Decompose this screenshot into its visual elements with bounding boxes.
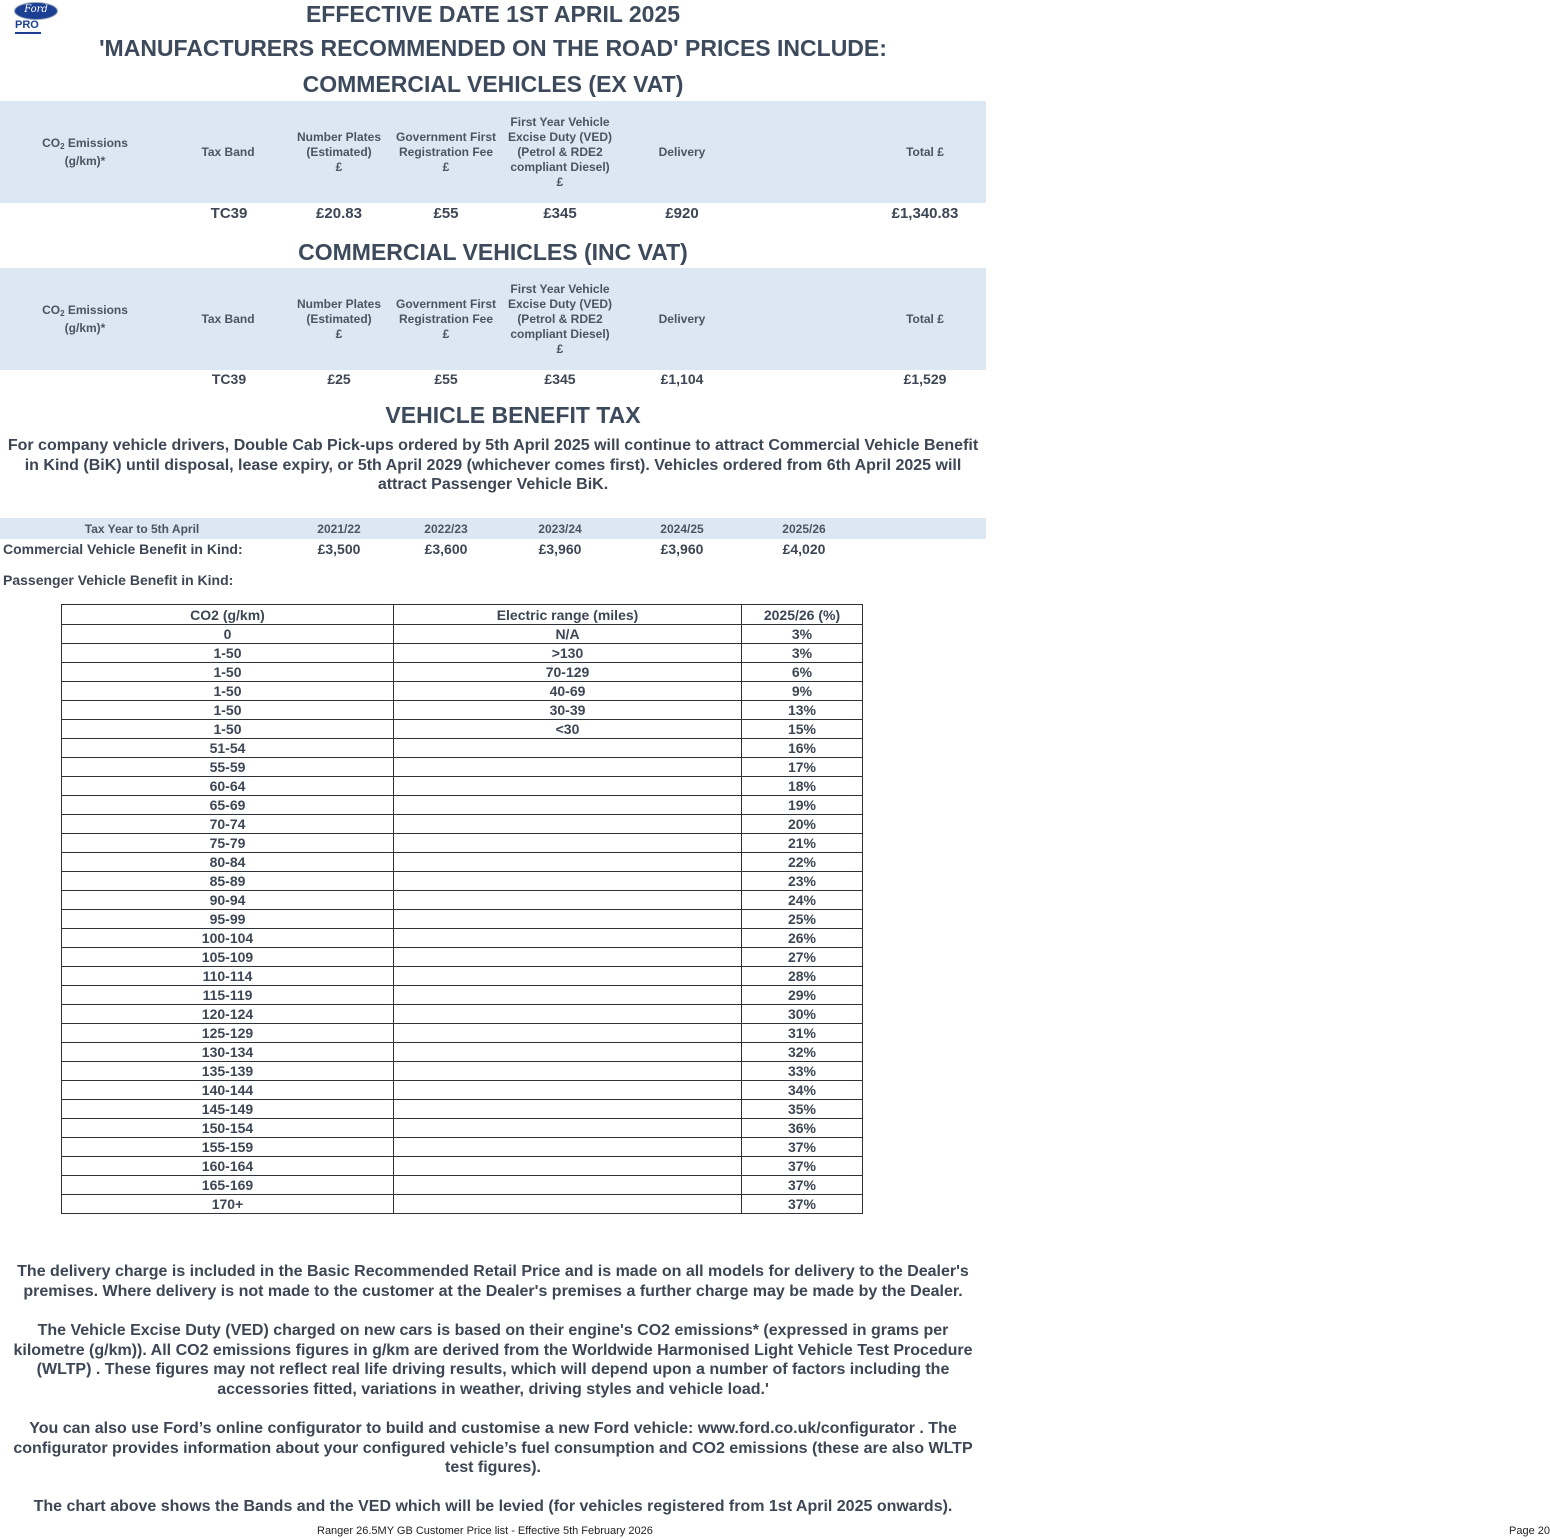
ex-vat-reg-fee: £55 [433,205,459,222]
co2-cell: 160-164 [62,1157,394,1176]
electric-range-cell [394,986,742,1005]
bik-paragraph: For company vehicle drivers, Double Cab Pick-ups ordered by 5th April 2025 will continue to attract Commercial Vehicle Benefit in Kind (BiK) until disposal, lease expiry, or 5th April 2029 (whichever comes first). Vehicles ordered from 6th April 2025 will attract Passenger Vehicle BiK. [7,437,979,493]
rate-cell: 37% [742,1176,863,1195]
tax-year-label: Tax Year to 5th April [84,522,200,536]
co2-cell: 120-124 [62,1005,394,1024]
electric-range-cell [394,1062,742,1081]
co2-cell: 65-69 [62,796,394,815]
rate-cell: 20% [742,815,863,834]
co2-cell: 60-64 [62,777,394,796]
effective-date-title: EFFECTIVE DATE 1ST APRIL 2025 [305,1,681,27]
rate-cell: 34% [742,1081,863,1100]
inc-vat-plates: £25 [327,371,351,387]
footer-document-title: Ranger 26.5MY GB Customer Price list - Effective 5th February 2026 [317,1525,653,1537]
table-row [62,1195,863,1214]
electric-range-cell [394,1157,742,1176]
registration-fee-header: Government First Registration Fee £ [395,297,497,341]
rate-cell: 9% [742,682,863,701]
co2-cell: 75-79 [62,834,394,853]
tax-year-col: 2021/22 [317,522,361,536]
rate-cell: 23% [742,872,863,891]
electric-range-cell: 70-129 [394,663,742,682]
co2-cell: 145-149 [62,1100,394,1119]
rate-cell: 36% [742,1119,863,1138]
rate-cell: 27% [742,948,863,967]
table-row [62,1176,863,1195]
ved-header: First Year Vehicle Excise Duty (VED) (Petrol & RDE2 compliant Diesel) £ [507,282,613,356]
number-plates-header: Number Plates (Estimated) £ [296,297,382,341]
electric-range-cell [394,929,742,948]
rate-cell: 37% [742,1195,863,1214]
ford-pro-logo-text: PRO [15,19,39,31]
electric-range-cell [394,948,742,967]
ex-vat-ved: £345 [543,205,577,222]
rate-cell: 37% [742,1138,863,1157]
table-row [62,853,863,872]
co2-cell: 115-119 [62,986,394,1005]
table-row [62,1043,863,1062]
cv-bik-value: £3,960 [538,541,582,557]
rate-cell: 13% [742,701,863,720]
co2-cell: 1-50 [62,663,394,682]
co2-cell: 0 [62,625,394,644]
table-row [62,625,863,644]
table-row [62,777,863,796]
electric-range-cell [394,1176,742,1195]
rate-cell: 32% [742,1043,863,1062]
electric-range-cell [394,1081,742,1100]
electric-range-cell [394,853,742,872]
tax-year-col: 2022/23 [424,522,468,536]
rate-cell: 21% [742,834,863,853]
co2-cell: 1-50 [62,701,394,720]
co2-cell: 85-89 [62,872,394,891]
table-row [62,701,863,720]
table-header-row [62,605,863,625]
electric-range-cell [394,1024,742,1043]
pv-bik-label: Passenger Vehicle Benefit in Kind: [3,572,234,588]
rate-cell: 24% [742,891,863,910]
ford-logo-text: Ford [24,4,48,15]
table-row [62,1100,863,1119]
bik-table-body [62,625,863,1214]
co2-cell: 100-104 [62,929,394,948]
ved-note: The Vehicle Excise Duty (VED) charged on new cars is based on their engine's CO2 emissions* (expressed in grams per kilometre (g/km)). All CO2 emissions figures in g/km are derived from the Worldwide Harmonised Light Vehicle Test Procedure (WLTP) . These figures may not reflect real life driving results, which will depend upon a number of factors including the accessories fitted, variations in weather, driving styles and vehicle load.' [13,1322,973,1398]
tax-year-col: 2023/24 [538,522,582,536]
number-plates-header: Number Plates (Estimated) £ [296,130,382,174]
co2-cell: 105-109 [62,948,394,967]
electric-range-cell [394,1100,742,1119]
rate-cell: 37% [742,1157,863,1176]
table-row [62,1138,863,1157]
co2-cell: 70-74 [62,815,394,834]
co2-cell: 150-154 [62,1119,394,1138]
table-row [62,872,863,891]
inc-vat-delivery: £1,104 [660,371,704,387]
rate-cell: 26% [742,929,863,948]
electric-range-cell [394,1195,742,1214]
inc-vat-reg-fee: £55 [434,371,458,387]
rate-cell: 22% [742,853,863,872]
co2-cell: 80-84 [62,853,394,872]
rate-cell: 29% [742,986,863,1005]
table-row [62,739,863,758]
cv-bik-value: £3,600 [424,541,468,557]
cv-bik-label: Commercial Vehicle Benefit in Kind: [3,541,243,557]
ex-vat-plates: £20.83 [316,205,362,222]
table-row [62,1119,863,1138]
delivery-header: Delivery [658,312,706,326]
registration-fee-header: Government First Registration Fee £ [395,130,497,174]
electric-range-cell [394,891,742,910]
ex-vat-total: £1,340.83 [891,205,959,222]
rate-cell: 17% [742,758,863,777]
co2-cell: 1-50 [62,644,394,663]
table-row [62,948,863,967]
rate-cell: 28% [742,967,863,986]
co2-cell: 170+ [62,1195,394,1214]
passenger-bik-table [61,604,863,1214]
electric-range-cell [394,1138,742,1157]
electric-range-cell: 30-39 [394,701,742,720]
co2-cell: 55-59 [62,758,394,777]
rate-cell: 31% [742,1024,863,1043]
co2-column-header: CO2 (g/km) [62,605,394,625]
total-header: Total £ [906,312,944,326]
co2-cell: 1-50 [62,720,394,739]
table-row [62,682,863,701]
table-row [62,796,863,815]
co2-cell: 135-139 [62,1062,394,1081]
table-row [62,1157,863,1176]
ex-vat-delivery: £920 [665,205,699,222]
table-row [62,815,863,834]
electric-range-cell [394,1005,742,1024]
co2-cell: 1-50 [62,682,394,701]
table-row [62,986,863,1005]
electric-range-cell [394,834,742,853]
co2-emissions-header: $CO_2$ Emissions (g/km)* [42,136,128,168]
tax-band-header: Tax Band [201,312,255,326]
electric-range-cell [394,1119,742,1138]
cv-bik-value: £3,960 [660,541,704,557]
co2-cell: 155-159 [62,1138,394,1157]
rate-cell: 33% [742,1062,863,1081]
footer-page-number: Page 20 [1509,1525,1550,1537]
co2-cell: 51-54 [62,739,394,758]
rate-cell: 3% [742,625,863,644]
table-row [62,929,863,948]
inc-vat-ved: £345 [544,371,576,387]
co2-emissions-header: $CO_2$ Emissions (g/km)* [42,303,128,335]
delivery-header: Delivery [658,145,706,159]
electric-range-cell [394,872,742,891]
cv-bik-value: £3,500 [317,541,361,557]
table-row [62,1005,863,1024]
chart-note: The chart above shows the Bands and the VED which will be levied (for vehicles registered from 1st April 2025 onwards). [33,1498,953,1515]
inc-vat-total: £1,529 [903,371,947,387]
electric-range-cell [394,1043,742,1062]
co2-cell: 125-129 [62,1024,394,1043]
electric-range-cell: <30 [394,720,742,739]
rate-cell: 30% [742,1005,863,1024]
table-row [62,663,863,682]
inc-vat-title: COMMERCIAL VEHICLES (INC VAT) [298,239,688,265]
rate-cell: 18% [742,777,863,796]
ved-header: First Year Vehicle Excise Duty (VED) (Petrol & RDE2 compliant Diesel) £ [507,115,613,189]
ex-vat-tax-band: TC39 [210,205,248,222]
ford-pro-underline [15,32,41,34]
electric-range-cell [394,910,742,929]
electric-range-cell [394,739,742,758]
cv-bik-value: £4,020 [782,541,826,557]
rate-cell: 3% [742,644,863,663]
co2-cell: 90-94 [62,891,394,910]
tax-band-header: Tax Band [201,145,255,159]
otr-prices-title: 'MANUFACTURERS RECOMMENDED ON THE ROAD' PRICES INCLUDE: [99,35,887,61]
co2-cell: 165-169 [62,1176,394,1195]
table-row [62,758,863,777]
table-row [62,720,863,739]
table-row [62,1081,863,1100]
electric-range-cell: N/A [394,625,742,644]
electric-range-cell: >130 [394,644,742,663]
electric-range-cell [394,967,742,986]
rate-cell: 25% [742,910,863,929]
table-row [62,910,863,929]
configurator-note: You can also use Ford’s online configurator to build and customise a new Ford vehicle: www.ford.co.uk/configurator . The configurator provides information about your configured vehicle’s fuel consumption and CO2 emissions (these are also WLTP test figures). [13,1420,973,1476]
electric-range-cell [394,758,742,777]
rate-cell: 19% [742,796,863,815]
co2-cell: 95-99 [62,910,394,929]
rate-cell: 16% [742,739,863,758]
rate-cell: 35% [742,1100,863,1119]
electric-range-cell [394,815,742,834]
table-row [62,967,863,986]
co2-cell: 130-134 [62,1043,394,1062]
tax-year-col: 2024/25 [660,522,704,536]
table-row [62,1024,863,1043]
electric-range-cell [394,796,742,815]
electric-range-cell [394,777,742,796]
table-row [62,834,863,853]
table-row [62,891,863,910]
co2-cell: 140-144 [62,1081,394,1100]
rate-column-header: 2025/26 (%) [742,605,863,625]
total-header: Total £ [906,145,944,159]
table-row [62,644,863,663]
electric-range-column-header: Electric range (miles) [394,605,742,625]
table-row [62,1062,863,1081]
rate-cell: 6% [742,663,863,682]
rate-cell: 15% [742,720,863,739]
co2-cell: 110-114 [62,967,394,986]
delivery-note: The delivery charge is included in the Basic Recommended Retail Price and is made on all models for delivery to the Dealer's premises. Where delivery is not made to the customer at the Dealer's premises a further charge may be made by the Dealer. [17,1263,969,1300]
bik-title: VEHICLE BENEFIT TAX [385,402,641,428]
tax-year-col: 2025/26 [782,522,826,536]
inc-vat-tax-band: TC39 [211,371,247,387]
ex-vat-title: COMMERCIAL VEHICLES (EX VAT) [302,71,684,97]
electric-range-cell: 40-69 [394,682,742,701]
